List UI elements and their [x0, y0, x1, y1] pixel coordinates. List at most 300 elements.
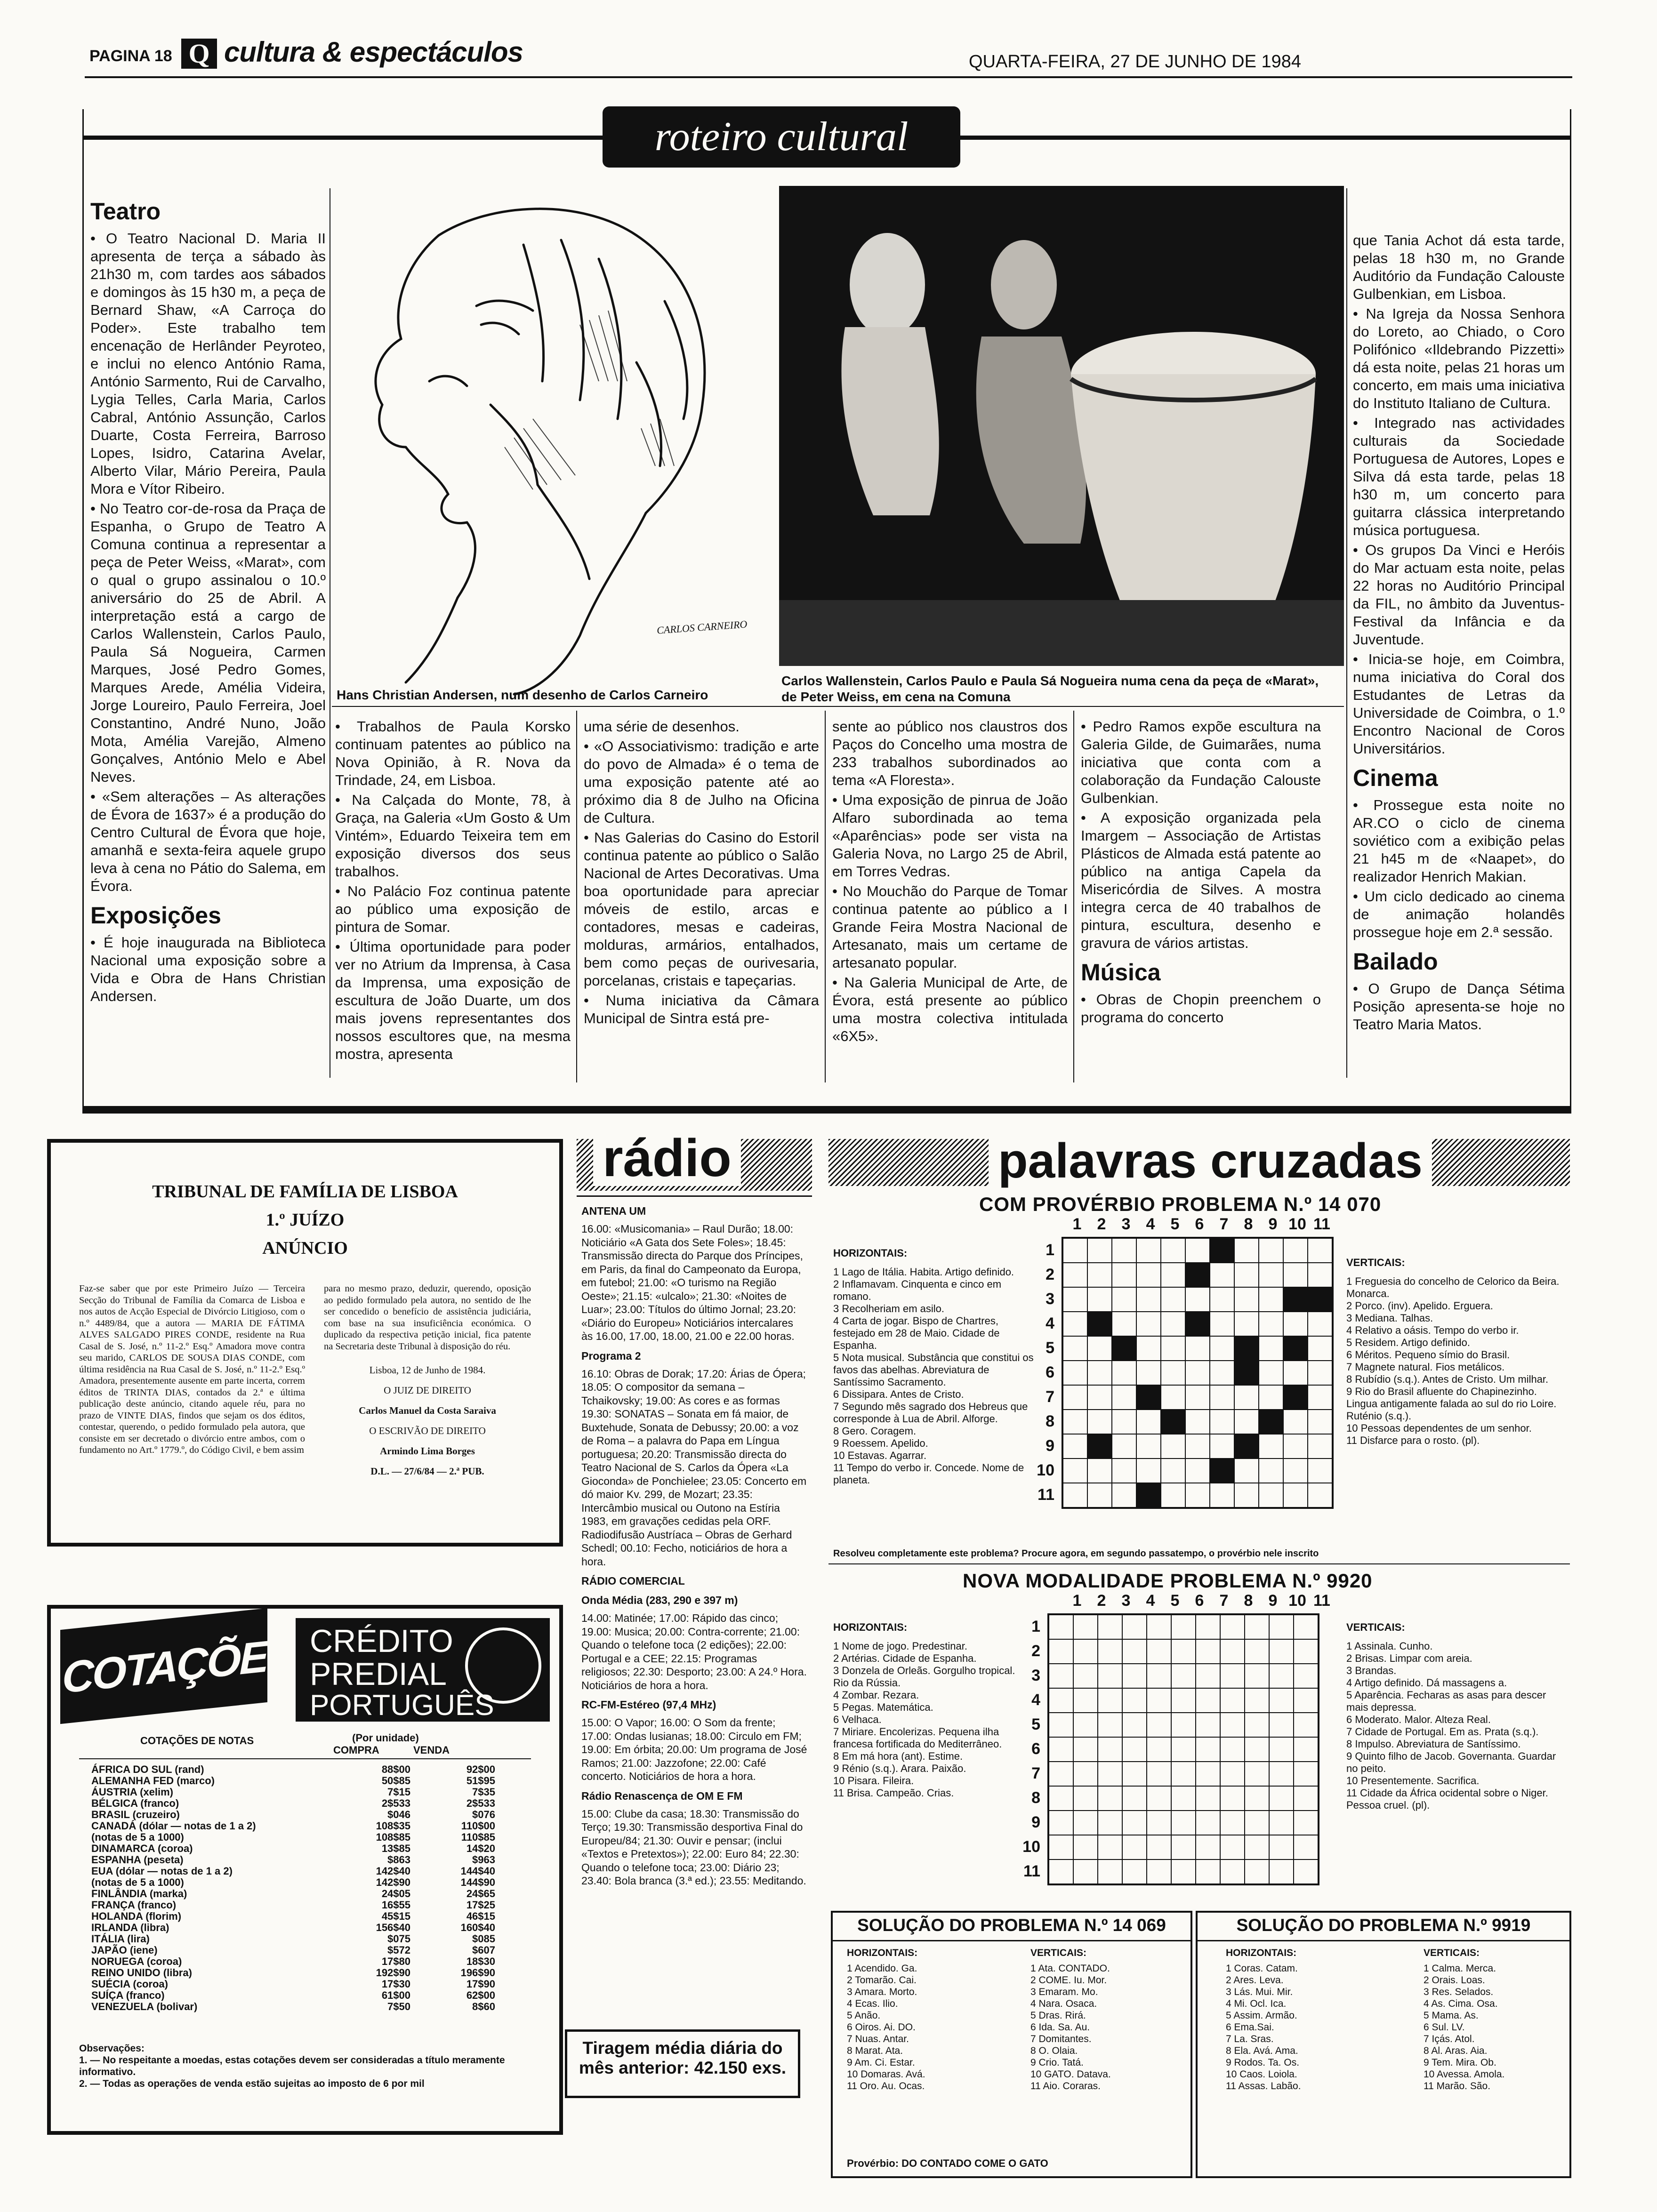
grid-cell[interactable]: [1112, 1483, 1136, 1507]
grid-cell[interactable]: [1049, 1811, 1073, 1835]
solution-line: 9 Tem. Mira. Ob.: [1424, 2057, 1496, 2068]
grid-cell[interactable]: [1073, 1737, 1098, 1762]
grid-cell[interactable]: [1122, 1786, 1147, 1811]
grid-cell[interactable]: [1147, 1713, 1171, 1737]
grid-cell[interactable]: [1049, 1737, 1073, 1762]
solution-line: 10 Caos. Loiola.: [1226, 2069, 1297, 2080]
grid-cell[interactable]: [1147, 1615, 1171, 1639]
grid-cell[interactable]: [1147, 1737, 1171, 1762]
teatro-heading: Teatro: [90, 198, 161, 224]
grid-cell[interactable]: [1063, 1434, 1087, 1459]
onda-media-heading: Onda Média (283, 290 e 397 m): [581, 1594, 738, 1606]
grid-cell[interactable]: [1087, 1361, 1112, 1385]
grid-cell[interactable]: [1245, 1859, 1269, 1884]
grid-cell[interactable]: [1308, 1238, 1332, 1263]
grid-cell[interactable]: [1098, 1786, 1122, 1811]
grid-cell[interactable]: [1185, 1483, 1210, 1507]
grid-cell[interactable]: [1122, 1835, 1147, 1859]
grid-cell[interactable]: [1136, 1336, 1161, 1361]
grid-cell[interactable]: [1185, 1385, 1210, 1410]
grid-row-number: 4: [1046, 1314, 1054, 1332]
grid-cell[interactable]: [1161, 1336, 1185, 1361]
roteiro-item: • A exposição organizada pela Imargem – Associação de Artistas Plásticos de Almada está patente ao público na antiga Capela da Misericórdia de Silves. A mostra integra cerca de 40 trabalhos de pintura, escultura, desenho e gravura de vários artistas.: [1081, 809, 1321, 951]
grid-cell[interactable]: [1098, 1639, 1122, 1664]
grid-cell[interactable]: [1269, 1859, 1294, 1884]
grid-cell[interactable]: [1196, 1859, 1220, 1884]
grid-cell[interactable]: [1308, 1459, 1332, 1483]
roteiro-column-4: [832, 718, 1068, 1104]
grid-cell[interactable]: [1196, 1639, 1220, 1664]
grid-column-number: 11: [1313, 1215, 1330, 1233]
currency-name: ÁFRICA DO SUL (rand): [91, 1763, 204, 1775]
grid-cell[interactable]: [1073, 1639, 1098, 1664]
grid-cell[interactable]: [1294, 1786, 1318, 1811]
grid-cell[interactable]: [1283, 1410, 1308, 1434]
grid-cell[interactable]: [1294, 1859, 1318, 1884]
grid-cell[interactable]: [1087, 1483, 1112, 1507]
grid-cell[interactable]: [1308, 1385, 1332, 1410]
roteiro-item: • Na Igreja da Nossa Senhora do Loreto, ao Chiado, o Coro Polifónico «Ildebrando Pizzetti» dá esta noite, pelas 21 horas um concerto, em mais uma iniciativa do Instituto Italiano de Cultura.: [1353, 305, 1565, 411]
solution-line: 7 Domitantes.: [1030, 2034, 1092, 2044]
clue-vertical: 11 Cidade da África ocidental sobre o Niger. Pessoa cruel. (pl).: [1346, 1787, 1548, 1811]
cotacoes-col-header: COTAÇÕES DE NOTAS: [140, 1735, 254, 1747]
grid-cell[interactable]: [1220, 1786, 1245, 1811]
grid-cell[interactable]: [1308, 1483, 1332, 1507]
grid-cell[interactable]: [1073, 1713, 1098, 1737]
compra-value: 2$533: [381, 1797, 410, 1809]
compra-value: $863: [387, 1854, 410, 1866]
solution-line: 4 Mi. Ocl. Ica.: [1226, 1998, 1287, 2009]
grid-cell[interactable]: [1220, 1762, 1245, 1786]
grid-cell[interactable]: [1210, 1434, 1234, 1459]
grid-cell[interactable]: [1063, 1410, 1087, 1434]
compra-value: $075: [387, 1933, 410, 1945]
grid-cell[interactable]: [1161, 1287, 1185, 1312]
clue-vertical: 8 Rubídio (s.q.). Antes de Cristo. Um milhar.: [1346, 1373, 1549, 1385]
currency-name: (notas de 5 a 1000): [91, 1876, 184, 1888]
grid-cell[interactable]: [1294, 1713, 1318, 1737]
grid-cell[interactable]: [1171, 1664, 1196, 1688]
grid-cell[interactable]: [1294, 1688, 1318, 1713]
grid-cell[interactable]: [1136, 1287, 1161, 1312]
photo-rule: [332, 706, 1344, 707]
grid-cell[interactable]: [1049, 1664, 1073, 1688]
grid-cell[interactable]: [1098, 1664, 1122, 1688]
grid-cell[interactable]: [1245, 1615, 1269, 1639]
solution-line: 10 GATO. Datava.: [1030, 2069, 1111, 2080]
grid-cell[interactable]: [1185, 1459, 1210, 1483]
grid-cell[interactable]: [1161, 1483, 1185, 1507]
grid-cell[interactable]: [1147, 1835, 1171, 1859]
grid-cell[interactable]: [1171, 1835, 1196, 1859]
grid-cell[interactable]: [1122, 1737, 1147, 1762]
grid-cell[interactable]: [1196, 1762, 1220, 1786]
grid-cell[interactable]: [1245, 1835, 1269, 1859]
grid-cell[interactable]: [1283, 1238, 1308, 1263]
grid-cell[interactable]: [1283, 1263, 1308, 1287]
venda-value: 144$40: [460, 1865, 495, 1877]
grid-cell[interactable]: [1087, 1336, 1112, 1361]
grid-cell[interactable]: [1259, 1361, 1283, 1385]
grid-cell[interactable]: [1112, 1434, 1136, 1459]
grid-cell[interactable]: [1210, 1287, 1234, 1312]
grid-cell[interactable]: [1308, 1263, 1332, 1287]
renascenca-listing: 15.00: Clube da casa; 18.30: Transmissão do Terço; 19.30: Transmissão desportiva Final do Europeu/84; 21.30: Ouvir e pensar; (inclui «Textos e Pretextos»); 22.00: Euro 84; 22.30: Quando o telefone toca; 23.00: Diário 23; 23.40: Bola branca (3.ª ed.); 23.55: Meditando.: [581, 1807, 806, 1887]
grid-cell[interactable]: [1210, 1410, 1234, 1434]
clue-vertical: 2 Porco. (inv). Apelido. Erguera.: [1346, 1300, 1493, 1312]
grid-cell[interactable]: [1220, 1835, 1245, 1859]
grid-cell[interactable]: [1171, 1713, 1196, 1737]
grid-column-number: 5: [1170, 1215, 1180, 1233]
grid-cell[interactable]: [1196, 1811, 1220, 1835]
grid-cell[interactable]: [1185, 1410, 1210, 1434]
grid-cell[interactable]: [1112, 1238, 1136, 1263]
grid-cell[interactable]: [1136, 1434, 1161, 1459]
grid-cell[interactable]: [1161, 1459, 1185, 1483]
grid-cell[interactable]: [1147, 1762, 1171, 1786]
clue-vertical: 2 Brisas. Limpar com areia.: [1346, 1652, 1472, 1664]
grid-cell[interactable]: [1063, 1336, 1087, 1361]
grid-cell[interactable]: [1098, 1713, 1122, 1737]
grid-cell[interactable]: [1308, 1312, 1332, 1336]
grid-cell[interactable]: [1196, 1615, 1220, 1639]
grid-cell[interactable]: [1308, 1336, 1332, 1361]
grid-cell[interactable]: [1220, 1688, 1245, 1713]
grid-cell[interactable]: [1171, 1615, 1196, 1639]
grid-cell[interactable]: [1283, 1483, 1308, 1507]
solution-line: 4 As. Cima. Osa.: [1424, 1998, 1498, 2009]
grid-cell[interactable]: [1098, 1688, 1122, 1713]
grid-cell[interactable]: [1171, 1639, 1196, 1664]
grid-cell[interactable]: [1234, 1410, 1259, 1434]
grid-cell[interactable]: [1210, 1385, 1234, 1410]
grid-cell[interactable]: [1234, 1459, 1259, 1483]
grid-cell[interactable]: [1294, 1664, 1318, 1688]
grid-cell[interactable]: [1073, 1859, 1098, 1884]
grid-cell[interactable]: [1220, 1713, 1245, 1737]
grid-cell[interactable]: [1294, 1639, 1318, 1664]
grid-cell[interactable]: [1245, 1737, 1269, 1762]
grid-cell[interactable]: [1245, 1639, 1269, 1664]
grid-cell[interactable]: [1234, 1312, 1259, 1336]
grid-cell[interactable]: [1308, 1410, 1332, 1434]
grid-cell[interactable]: [1283, 1361, 1308, 1385]
clue-vertical: 3 Brandas.: [1346, 1665, 1397, 1676]
venda-value: $085: [472, 1933, 495, 1945]
grid-cell[interactable]: [1122, 1639, 1147, 1664]
grid-cell[interactable]: [1073, 1786, 1098, 1811]
grid-cell[interactable]: [1136, 1263, 1161, 1287]
cinema-item: • Um ciclo dedicado ao cinema de animação holandês prossegue hoje em 2.ª sessão.: [1353, 888, 1565, 940]
grid-cell[interactable]: [1210, 1483, 1234, 1507]
grid-cell[interactable]: [1196, 1737, 1220, 1762]
grid-cell[interactable]: [1308, 1434, 1332, 1459]
grid-cell[interactable]: [1210, 1361, 1234, 1385]
grid-cell[interactable]: [1269, 1664, 1294, 1688]
grid-cell[interactable]: [1234, 1263, 1259, 1287]
grid-cell[interactable]: [1136, 1410, 1161, 1434]
grid-cell[interactable]: [1161, 1385, 1185, 1410]
grid-cell[interactable]: [1112, 1312, 1136, 1336]
grid-cell[interactable]: [1073, 1664, 1098, 1688]
marat-photo: [779, 186, 1344, 666]
grid-cell[interactable]: [1220, 1664, 1245, 1688]
grid-cell[interactable]: [1098, 1615, 1122, 1639]
grid-cell[interactable]: [1063, 1312, 1087, 1336]
grid-cell[interactable]: [1161, 1263, 1185, 1287]
grid-cell[interactable]: [1245, 1811, 1269, 1835]
grid-cell[interactable]: [1073, 1688, 1098, 1713]
grid-cell[interactable]: [1171, 1811, 1196, 1835]
grid-cell[interactable]: [1185, 1287, 1210, 1312]
grid-cell[interactable]: [1259, 1238, 1283, 1263]
grid-cell[interactable]: [1294, 1811, 1318, 1835]
cotacoes-row: [88, 1979, 498, 1990]
grid-row-number: 11: [1038, 1486, 1054, 1504]
grid-cell[interactable]: [1161, 1312, 1185, 1336]
currency-name: BÉLGICA (franco): [91, 1797, 179, 1809]
grid-cell[interactable]: [1220, 1615, 1245, 1639]
grid-cell[interactable]: [1063, 1263, 1087, 1287]
grid-cell[interactable]: [1294, 1835, 1318, 1859]
onda-media-listing: 14.00: Matinée; 17.00: Rápido das cinco; 19.00: Musica; 20.00: Contra-corrente; 21.00: Quando o telefone toca (2 edições); 22.00: Portugal e a CEE; 22.15: Programas religiosos; 22.30: Desporto; 23.00: A 24.º Hora. Noticiários de hora a hora.: [581, 1612, 807, 1691]
grid-row-number: 9: [1031, 1813, 1040, 1831]
bailado-item: • O Grupo de Dança Sétima Posição apresenta-se hoje no Teatro Maria Matos.: [1353, 980, 1565, 1033]
grid-block: [1234, 1434, 1259, 1459]
grid-cell[interactable]: [1136, 1361, 1161, 1385]
grid-cell[interactable]: [1049, 1713, 1073, 1737]
grid-cell[interactable]: [1073, 1811, 1098, 1835]
grid-cell[interactable]: [1087, 1287, 1112, 1312]
grid-cell[interactable]: [1087, 1385, 1112, 1410]
grid-cell[interactable]: [1098, 1811, 1122, 1835]
grid-cell[interactable]: [1185, 1361, 1210, 1385]
grid-cell[interactable]: [1196, 1835, 1220, 1859]
grid-cell[interactable]: [1283, 1434, 1308, 1459]
grid-cell[interactable]: [1136, 1459, 1161, 1483]
grid-cell[interactable]: [1185, 1336, 1210, 1361]
grid-cell[interactable]: [1161, 1434, 1185, 1459]
grid-cell[interactable]: [1171, 1762, 1196, 1786]
grid-cell[interactable]: [1245, 1688, 1269, 1713]
grid-cell[interactable]: [1122, 1664, 1147, 1688]
cotacoes-row: [88, 1967, 498, 1979]
grid-cell[interactable]: [1196, 1713, 1220, 1737]
grid-cell[interactable]: [1259, 1312, 1283, 1336]
grid-cell[interactable]: [1269, 1688, 1294, 1713]
grid-cell[interactable]: [1122, 1615, 1147, 1639]
grid-cell[interactable]: [1259, 1459, 1283, 1483]
grid-cell[interactable]: [1049, 1688, 1073, 1713]
grid-row-number: 11: [1023, 1862, 1040, 1880]
grid-cell[interactable]: [1073, 1835, 1098, 1859]
grid-cell[interactable]: [1308, 1361, 1332, 1385]
venda-value: 2$533: [466, 1797, 495, 1809]
grid-cell[interactable]: [1294, 1615, 1318, 1639]
clue-horizontal: 5 Nota musical. Substância que constitui os favos das abelhas. Abreviatura de Santíssimo Sacramento.: [833, 1352, 1034, 1388]
grid-cell[interactable]: [1098, 1762, 1122, 1786]
grid-cell[interactable]: [1122, 1762, 1147, 1786]
solution-line: 1 Coras. Catam.: [1226, 1963, 1298, 1974]
venda-value: 17$25: [466, 1899, 495, 1911]
grid-cell[interactable]: [1049, 1835, 1073, 1859]
grid-row-number: 8: [1031, 1789, 1040, 1807]
grid-cell[interactable]: [1259, 1434, 1283, 1459]
grid-cell[interactable]: [1098, 1835, 1122, 1859]
grid-cell[interactable]: [1234, 1287, 1259, 1312]
solution-9919-horizontais: [1226, 1963, 1386, 2092]
grid-cell[interactable]: [1136, 1238, 1161, 1263]
solution-9919: [1196, 1911, 1571, 2178]
compra-value: 17$80: [381, 1956, 410, 1967]
grid-cell[interactable]: [1112, 1459, 1136, 1483]
grid-cell[interactable]: [1171, 1786, 1196, 1811]
grid-cell[interactable]: [1269, 1786, 1294, 1811]
grid-cell[interactable]: [1063, 1459, 1087, 1483]
grid-cell[interactable]: [1269, 1835, 1294, 1859]
cotacoes-venda-header: VENDA: [413, 1744, 450, 1756]
grid-cell[interactable]: [1122, 1811, 1147, 1835]
venda-value: $607: [472, 1944, 495, 1956]
grid-cell[interactable]: [1283, 1312, 1308, 1336]
grid-cell[interactable]: [1259, 1263, 1283, 1287]
grid-cell[interactable]: [1234, 1238, 1259, 1263]
grid-row: [1049, 1639, 1318, 1664]
grid-cell[interactable]: [1073, 1615, 1098, 1639]
grid-cell[interactable]: [1087, 1238, 1112, 1263]
grid-cell[interactable]: [1049, 1786, 1073, 1811]
grid-cell[interactable]: [1269, 1737, 1294, 1762]
solution-line: 4 Nara. Osaca.: [1030, 1998, 1097, 2009]
clue-horizontal: 9 Rénio (s.q.). Arara. Paixão.: [833, 1763, 966, 1774]
grid-cell[interactable]: [1112, 1263, 1136, 1287]
grid-cell[interactable]: [1269, 1762, 1294, 1786]
grid-cell[interactable]: [1185, 1434, 1210, 1459]
column-rule: [576, 711, 577, 1082]
grid-cell[interactable]: [1220, 1859, 1245, 1884]
grid-cell[interactable]: [1245, 1786, 1269, 1811]
clue-horizontal: 10 Pisara. Fileira.: [833, 1775, 914, 1787]
grid-cell[interactable]: [1245, 1713, 1269, 1737]
grid-cell[interactable]: [1269, 1615, 1294, 1639]
cotacoes-row: [88, 1990, 498, 2001]
grid-cell[interactable]: [1147, 1664, 1171, 1688]
clue-horizontal: 6 Dissipara. Antes de Cristo.: [833, 1388, 964, 1400]
problem2-grid: [1047, 1613, 1319, 1885]
roteiro-item: • Nas Galerias do Casino do Estoril continua patente ao público o Salão Nacional de Artes Decorativas. Uma boa oportunidade para apreciar móveis de estilo, arcas e contadores, mesas e cadeiras, molduras, armários, entalhados, bem como peças de ourivesaria, porcelanas, cristais e tapeçarias.: [584, 829, 819, 989]
grid-cell[interactable]: [1112, 1287, 1136, 1312]
grid-cell[interactable]: [1063, 1483, 1087, 1507]
grid-cell[interactable]: [1147, 1786, 1171, 1811]
grid-cell[interactable]: [1210, 1263, 1234, 1287]
grid-cell[interactable]: [1087, 1410, 1112, 1434]
grid-cell[interactable]: [1220, 1811, 1245, 1835]
grid-cell[interactable]: [1087, 1263, 1112, 1287]
grid-cell[interactable]: [1220, 1737, 1245, 1762]
grid-cell[interactable]: [1087, 1459, 1112, 1483]
problem1-note: Resolveu completamente este problema? Procure agora, em segundo passatempo, o provérbio nele inscrito: [833, 1548, 1319, 1559]
grid-cell[interactable]: [1210, 1336, 1234, 1361]
grid-cell[interactable]: [1269, 1713, 1294, 1737]
grid-cell[interactable]: [1283, 1459, 1308, 1483]
grid-cell[interactable]: [1063, 1287, 1087, 1312]
grid-cell[interactable]: [1049, 1615, 1073, 1639]
grid-cell[interactable]: [1122, 1713, 1147, 1737]
grid-cell[interactable]: [1294, 1762, 1318, 1786]
grid-cell[interactable]: [1063, 1361, 1087, 1385]
grid-cell[interactable]: [1122, 1688, 1147, 1713]
grid-cell[interactable]: [1196, 1688, 1220, 1713]
grid-cell[interactable]: [1122, 1859, 1147, 1884]
grid-cell[interactable]: [1171, 1859, 1196, 1884]
grid-cell[interactable]: [1112, 1361, 1136, 1385]
grid-cell[interactable]: [1063, 1238, 1087, 1263]
grid-cell[interactable]: [1196, 1786, 1220, 1811]
musica-heading: Música: [1081, 959, 1161, 986]
grid-cell[interactable]: [1073, 1762, 1098, 1786]
grid-cell[interactable]: [1269, 1811, 1294, 1835]
grid-cell[interactable]: [1112, 1385, 1136, 1410]
grid-cell[interactable]: [1161, 1238, 1185, 1263]
compra-value: 156$40: [376, 1922, 410, 1933]
grid-cell[interactable]: [1220, 1639, 1245, 1664]
photo-caption: Carlos Wallenstein, Carlos Paulo e Paula Sá Nogueira numa cena da peça de «Marat», de Peter Weiss, em cena na Comuna: [781, 673, 1319, 704]
grid-cell[interactable]: [1147, 1639, 1171, 1664]
cotacoes-row: [88, 1798, 498, 1809]
grid-cell[interactable]: [1234, 1483, 1259, 1507]
column-rule: [825, 711, 826, 1082]
grid-cell[interactable]: [1259, 1385, 1283, 1410]
grid-cell[interactable]: [1147, 1859, 1171, 1884]
venda-value: $963: [472, 1854, 495, 1866]
grid-block: [1210, 1459, 1234, 1483]
grid-cell[interactable]: [1269, 1639, 1294, 1664]
roteiro-frame-right: [1570, 109, 1571, 1109]
grid-cell[interactable]: [1136, 1312, 1161, 1336]
grid-cell[interactable]: [1171, 1737, 1196, 1762]
grid-row: [1063, 1434, 1332, 1459]
grid-cell[interactable]: [1259, 1336, 1283, 1361]
grid-cell[interactable]: [1259, 1287, 1283, 1312]
grid-cell[interactable]: [1147, 1688, 1171, 1713]
grid-cell[interactable]: [1049, 1762, 1073, 1786]
grid-cell[interactable]: [1245, 1762, 1269, 1786]
grid-cell[interactable]: [1171, 1688, 1196, 1713]
masthead-rule: [85, 76, 1572, 78]
compra-value: $572: [387, 1944, 410, 1956]
currency-name: (notas de 5 a 1000): [91, 1831, 184, 1843]
grid-cell[interactable]: [1294, 1737, 1318, 1762]
grid-cell[interactable]: [1196, 1664, 1220, 1688]
grid-cell[interactable]: [1210, 1312, 1234, 1336]
grid-cell[interactable]: [1259, 1483, 1283, 1507]
grid-cell[interactable]: [1161, 1361, 1185, 1385]
grid-cell[interactable]: [1185, 1238, 1210, 1263]
grid-cell[interactable]: [1063, 1385, 1087, 1410]
grid-cell[interactable]: [1147, 1811, 1171, 1835]
grid-cell[interactable]: [1049, 1639, 1073, 1664]
grid-cell[interactable]: [1098, 1859, 1122, 1884]
grid-cell[interactable]: [1112, 1410, 1136, 1434]
grid-cell[interactable]: [1049, 1859, 1073, 1884]
grid-cell[interactable]: [1098, 1737, 1122, 1762]
currency-name: BRASIL (cruzeiro): [91, 1809, 180, 1820]
clue-horizontal: 4 Zombar. Rezara.: [833, 1689, 919, 1701]
solution-line: 2 Tomarão. Cai.: [847, 1975, 917, 1986]
grid-cell[interactable]: [1234, 1385, 1259, 1410]
grid-cell[interactable]: [1245, 1664, 1269, 1688]
solution-14069-proverbio: Provérbio: DO CONTADO COME O GATO: [847, 2157, 1048, 2169]
